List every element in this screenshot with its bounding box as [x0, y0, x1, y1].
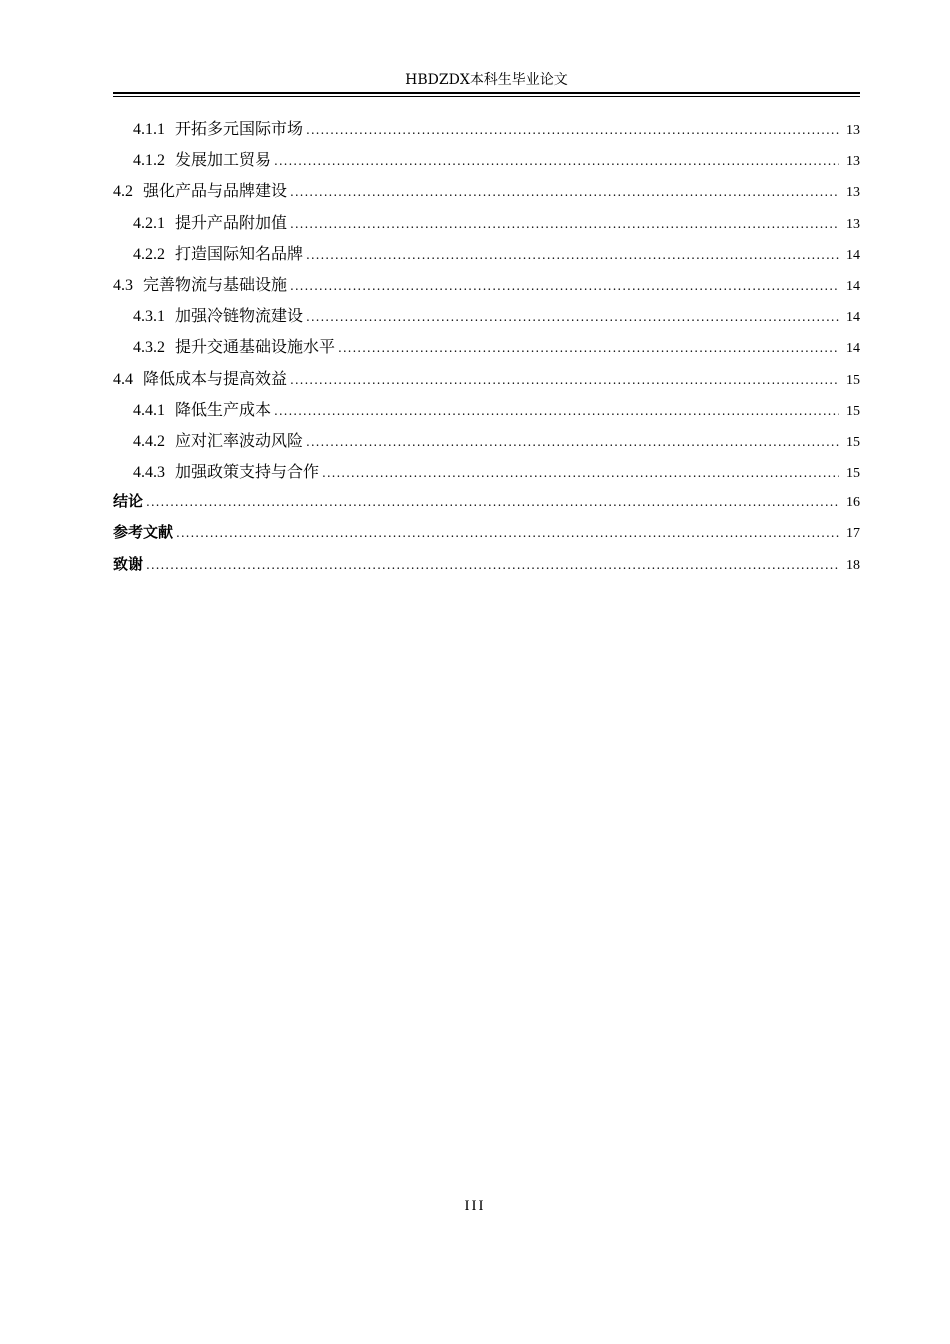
toc-entry-number: 4.3 [113, 276, 133, 294]
toc-entry-title: 完善物流与基础设施 [143, 274, 288, 294]
toc-dot-leader [306, 435, 839, 449]
toc-entry-page: 14 [846, 278, 860, 294]
toc-dot-leader [290, 373, 839, 387]
toc-entry-page: 13 [846, 185, 860, 201]
toc-entry-number: 4.4 [113, 370, 133, 388]
toc-entry-page: 15 [846, 403, 860, 419]
toc-entry-title: 提升交通基础设施水平 [175, 337, 336, 357]
toc-entry[interactable] [113, 366, 860, 397]
toc-dot-leader [290, 279, 839, 293]
toc-entry-number: 4.2.1 [133, 214, 165, 232]
toc-entry-title: 打造国际知名品牌 [175, 243, 304, 263]
toc-entry-page: 14 [846, 310, 860, 326]
toc-entry-page: 14 [846, 247, 860, 263]
toc-dot-leader [146, 558, 839, 572]
toc-entry[interactable] [113, 334, 860, 365]
toc-entry-title: 加强政策支持与合作 [175, 462, 320, 482]
toc-entry-title: 致谢 [113, 554, 144, 573]
toc-entry-page: 13 [846, 123, 860, 138]
toc-entry[interactable] [113, 490, 860, 521]
toc-entry-number: 4.4.1 [133, 401, 165, 419]
toc-entry[interactable] [113, 553, 860, 584]
toc-entry[interactable] [113, 428, 860, 459]
toc-entry-page: 18 [846, 557, 860, 573]
toc-entry[interactable] [113, 178, 860, 209]
page-header: HBDZDX本科生毕业论文 [405, 72, 568, 88]
toc-entry[interactable] [113, 147, 860, 178]
toc-dot-leader [274, 404, 839, 418]
toc-entry[interactable] [113, 303, 860, 334]
toc-entry-title: 应对汇率波动风险 [175, 430, 304, 450]
toc-entry-number: 4.1.2 [133, 152, 165, 170]
toc-entry[interactable] [113, 116, 860, 147]
toc-entry-page: 15 [846, 466, 860, 482]
page-number: III [464, 1198, 486, 1214]
header-rule-thin [113, 96, 860, 97]
toc-entry-page: 15 [846, 372, 860, 388]
toc-entry-title: 发展加工贸易 [175, 150, 272, 170]
toc-entry-title: 提升产品附加值 [175, 212, 288, 232]
toc-entry-page: 15 [846, 434, 860, 450]
toc-entry-page: 13 [846, 216, 860, 232]
toc-entry[interactable] [113, 459, 860, 490]
toc-entry-title: 强化产品与品牌建设 [143, 181, 288, 201]
toc-entry-page: 14 [846, 341, 860, 357]
header-rule-thick [113, 92, 860, 94]
toc-entry[interactable] [113, 272, 860, 303]
toc-entry-title: 降低成本与提高效益 [143, 368, 288, 388]
toc-dot-leader [146, 495, 839, 509]
toc-entry-number: 4.4.3 [133, 464, 165, 482]
toc-dot-leader [176, 526, 839, 540]
toc-dot-leader [306, 123, 839, 137]
toc-dot-leader [274, 154, 839, 168]
toc-dot-leader [306, 248, 839, 262]
toc-entry-number: 4.2 [113, 183, 133, 201]
toc-entry-number: 4.4.2 [133, 432, 165, 450]
toc-dot-leader [322, 466, 839, 480]
toc-entry-title: 加强冷链物流建设 [175, 306, 304, 326]
toc-dot-leader [290, 217, 839, 231]
toc-entry-page: 13 [846, 154, 860, 170]
toc-entry[interactable] [113, 241, 860, 272]
toc-entry-number: 4.2.2 [133, 245, 165, 263]
table-of-contents [113, 116, 860, 584]
toc-entry[interactable] [113, 210, 860, 241]
toc-entry-number: 4.1.1 [133, 121, 165, 138]
toc-dot-leader [306, 310, 839, 324]
toc-dot-leader [338, 341, 839, 355]
toc-entry[interactable] [113, 397, 860, 428]
toc-entry-number: 4.3.1 [133, 308, 165, 326]
toc-entry-page: 17 [846, 526, 860, 542]
toc-entry-title: 开拓多元国际市场 [175, 119, 304, 138]
toc-entry-title: 参考文献 [113, 523, 174, 542]
toc-dot-leader [290, 185, 839, 199]
toc-entry-title: 结论 [113, 492, 144, 511]
toc-entry-title: 降低生产成本 [175, 399, 272, 419]
toc-entry[interactable] [113, 521, 860, 552]
toc-entry-number: 4.3.2 [133, 339, 165, 357]
toc-entry-page: 16 [846, 495, 860, 511]
